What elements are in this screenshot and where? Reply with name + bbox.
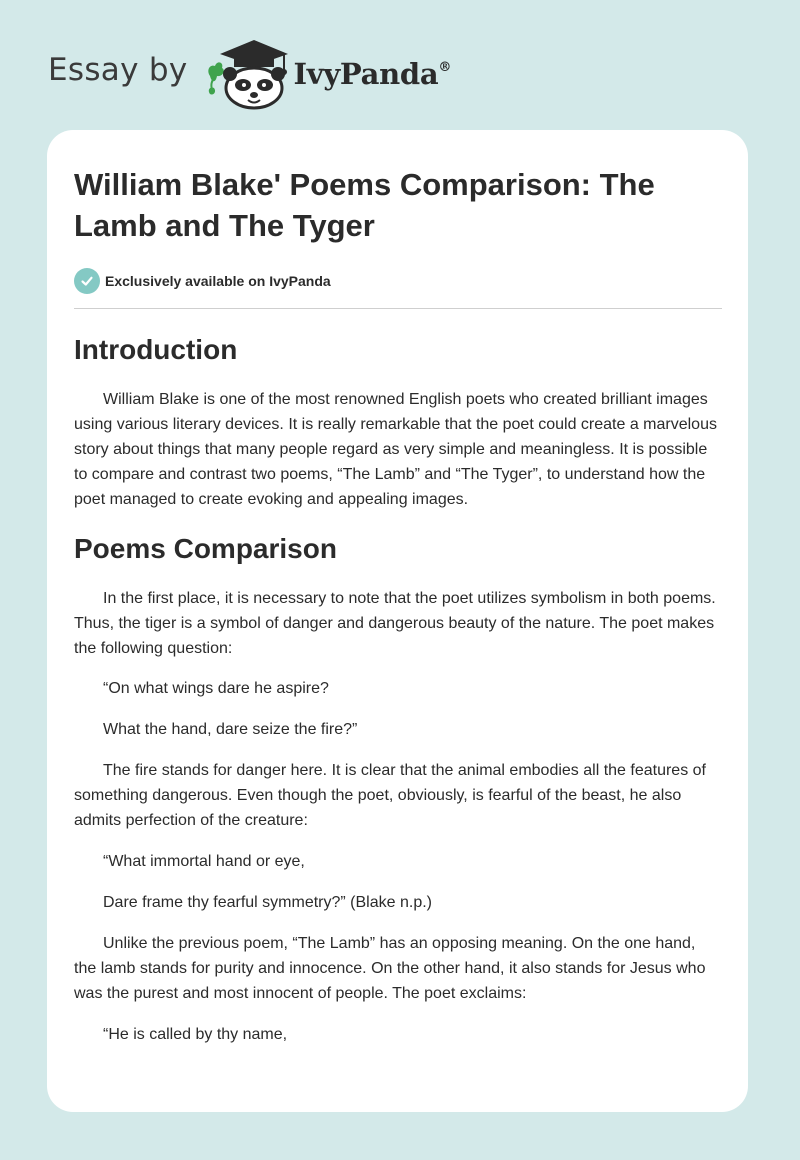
article-card	[47, 130, 748, 1112]
exclusive-label: Exclusively available on IvyPanda	[105, 273, 331, 289]
paragraph: Unlike the previous poem, “The Lamb” has an opposing meaning. On the one hand, the lamb stands for purity and innocence. On the other hand, it also stands for Jesus who was the purest and most innocent of people. The poet exclaims:	[74, 935, 706, 1002]
paragraph: William Blake is one of the most renowned English poets who created brilliant images using various literary devices. It is really remarkable that the poet could create a marvelous story about things that many people regard as very simple and meaningless. It is possible to compare and contrast two poems, “The Lamb” and “The Tyger”, to understand how the poet managed to create evoking and appealing images.	[74, 391, 717, 508]
section-heading-poems-comparison: Poems Comparison	[74, 533, 337, 564]
ivypanda-logo-icon[interactable]	[204, 30, 292, 110]
poem-quote-line: Dare frame thy fearful symmetry?” (Blake n.p.)	[103, 894, 432, 911]
poem-quote-line: “What immortal hand or eye,	[103, 853, 305, 870]
section-heading-introduction: Introduction	[74, 334, 238, 365]
brand-text: IvyPanda	[293, 57, 439, 91]
poem-quote-line: “On what wings dare he aspire?	[103, 680, 329, 697]
poem-quote-line: “He is called by thy name,	[103, 1026, 288, 1043]
essay-by-label: Essay by	[48, 52, 188, 88]
poem-quote-line: What the hand, dare seize the fire?”	[103, 721, 358, 738]
brand-name[interactable]	[294, 57, 452, 91]
paragraph: The fire stands for danger here. It is clear that the animal embodies all the features of something dangerous. Even though the poet, obviously, is fearful of the beast, he also admits perfection of the creature:	[74, 762, 706, 829]
article-title: William Blake' Poems Comparison: The Lamb and The Tyger	[74, 167, 655, 243]
site-header	[48, 30, 451, 110]
registered-mark: ®	[438, 60, 452, 76]
check-icon	[74, 268, 100, 294]
paragraph: In the first place, it is necessary to note that the poet utilizes symbolism in both poems. Thus, the tiger is a symbol of danger and dangerous beauty of the nature. The poet makes the following question:	[74, 590, 716, 657]
exclusive-badge	[74, 268, 722, 294]
divider	[74, 308, 722, 309]
